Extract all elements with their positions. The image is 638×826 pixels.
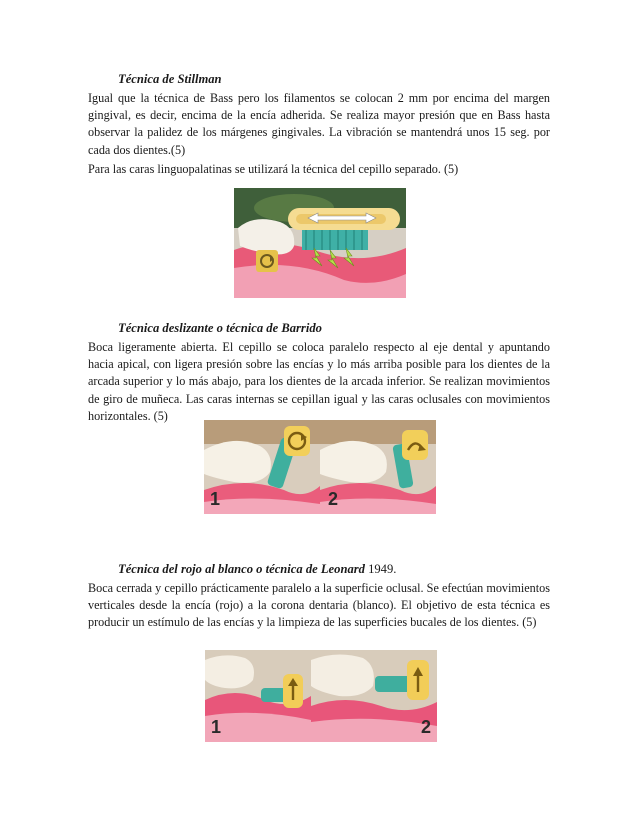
- section-heading-leonard: [118, 562, 396, 577]
- figure-label-1: 1: [210, 489, 221, 509]
- leonard-illustration-2: [311, 650, 437, 742]
- stillman-illustration: [234, 188, 406, 298]
- section-title-leonard: Técnica del rojo al blanco o técnica de Leonard: [118, 562, 365, 576]
- leonard-illustration-1: [205, 650, 311, 742]
- paragraph-leonard-description: Boca cerrada y cepillo prácticamente paralelo a la superficie oclusal. Se efectúan movimientos verticales desde la encía (rojo) a la corona dentaria (blanco). El objetivo de esta técnica es producir un estímulo de las encías y la limpieza de las superficies bucales de los dientes. (5): [88, 581, 550, 630]
- paragraph-stillman-description: Igual que la técnica de Bass pero los filamentos se colocan 2 mm por encima del margen gingival, es decir, encima de la encía adherida. Se realiza mayor presión que en Bass hasta observar la palidez de los márgenes gingivales. La vibración se mantendrá unos 15 seg. por cada dos dientes.(5): [88, 91, 550, 157]
- section-title-year: 1949.: [364, 562, 397, 576]
- section-heading-stillman: Técnica de Stillman: [118, 72, 222, 86]
- figure-label-2: 2: [420, 717, 431, 737]
- figure-label-2: 2: [328, 489, 339, 509]
- paragraph-barrido-description: Boca ligeramente abierta. El cepillo se coloca paralelo respecto al eje dental y apuntando hacia apical, con ligera presión sobre las encías y lo más arriba posible para los dientes de la arcada superior y lo más abajo, para los dientes de la arcada inferior. Se realizan movimientos de giro de muñeca. Las caras internas se cepillan igual y las caras oclusales con movimientos horizontales. (5): [88, 340, 550, 423]
- section-heading-barrido: Técnica deslizante o técnica de Barrido: [118, 321, 322, 335]
- barrido-illustration-1: [204, 420, 320, 514]
- barrido-illustration-2: [320, 420, 436, 514]
- figure-label-1: 1: [211, 717, 222, 737]
- paragraph-linguopalatinas: Para las caras linguopalatinas se utilizará la técnica del cepillo separado. (5): [88, 162, 459, 176]
